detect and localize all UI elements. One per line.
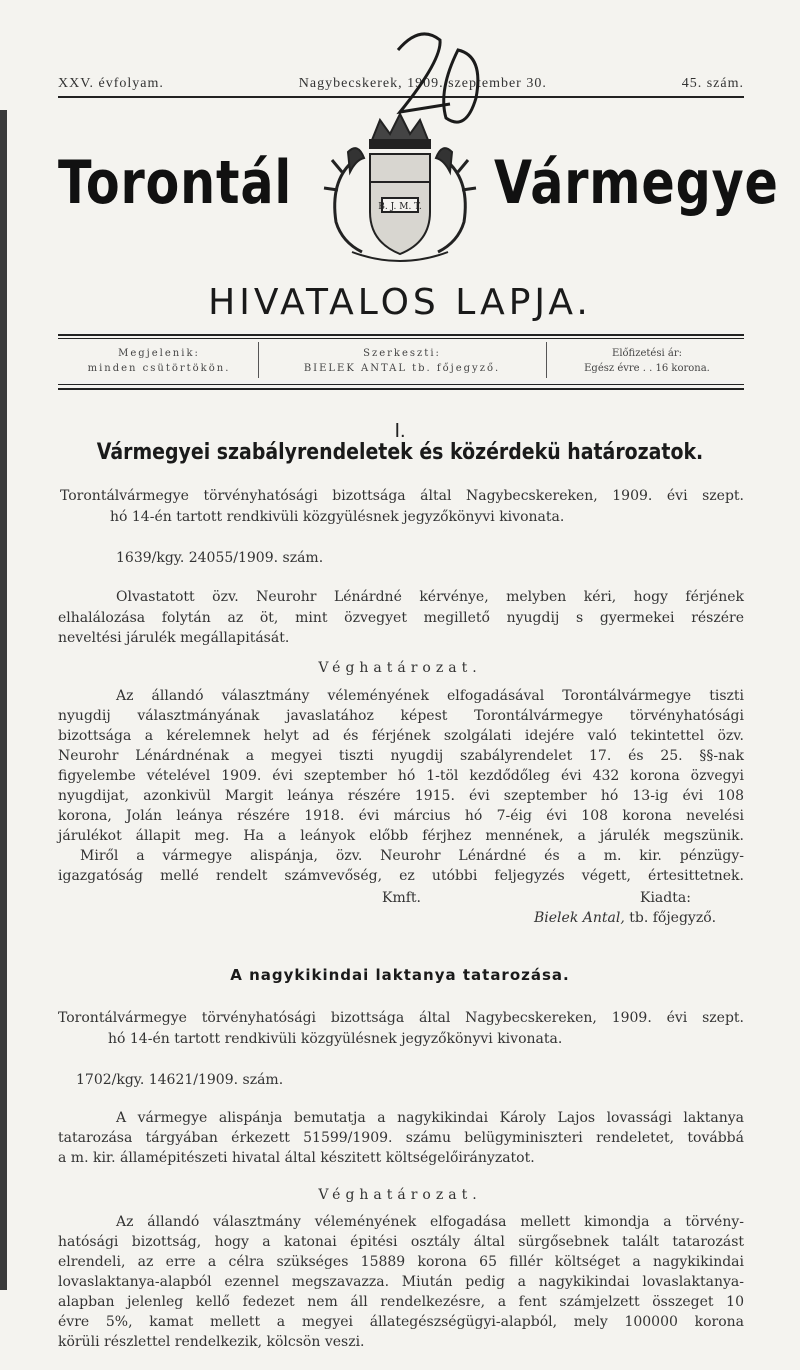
- price-label: Előfizetési ár:: [612, 348, 682, 359]
- price-value: Egész évre . . 16 korona.: [584, 363, 710, 374]
- article2-intro-line: hó 14-én tartott rendkivüli közgyülésnek jegyzőkönyvi kivonata.: [108, 1031, 563, 1047]
- article1-decision-line: bizottsága a kérelemnek helyt ad és férjének szolgálati idejére való tekintettel özv.: [58, 728, 744, 744]
- info-appears: [64, 346, 254, 376]
- issue-number: 45. szám.: [681, 76, 744, 91]
- info-separator: [258, 342, 259, 378]
- article1-intro-line: hó 14-én tartott rendkivüli közgyülésnek jegyzőkönyvi kivonata.: [110, 509, 565, 525]
- signature-title: tb. főjegyző.: [629, 910, 717, 926]
- article1-decision-line: Neurohr Lénárdnénak a megyei tiszti nyugdij szabályrendelet 17. és 25. §§-nak: [58, 748, 744, 764]
- appears-label: Megjelenik:: [118, 348, 200, 359]
- article1-decision-heading: Véghatározat.: [318, 660, 482, 676]
- article2-body-line: a m. kir. államépitészeti hivatal által készitett költségelőirányzatot.: [58, 1150, 535, 1166]
- article1-body-line: Olvastatott özv. Neurohr Lénárdné kérvénye, melyben kéri, hogy férjének: [116, 589, 744, 605]
- title-varmegye: Vármegye: [494, 148, 779, 218]
- article1-decision-line: nyugdijat, azonkivül Margit leánya részére 1915. évi szeptember hó 13-ig évi 108: [58, 788, 744, 804]
- article1-decision-line: korona, Jolán leánya részére 1918. évi március hó 7-éig évi 108 korona nevelési: [58, 808, 744, 824]
- article1-decision-line: nyugdij választmányának javaslatához képest Torontálvármegye törvényhatósági: [58, 708, 744, 724]
- info-rule-bottom: [58, 388, 744, 390]
- kmft-mark: Kmft.: [382, 890, 421, 906]
- article2-decision-line: hatósági bizottság, hogy a katonai épitési osztály által sürgősebnek talált tatarozást: [58, 1234, 744, 1250]
- article2-decision-line: alapban jelenleg kellő fedezet nem áll rendelkezésre, a fent számjelzett összeget 10: [58, 1294, 744, 1310]
- place-date: Nagybecskerek, 1909. szeptember 30.: [298, 76, 547, 91]
- info-editor: [262, 346, 542, 376]
- info-rule-top-thin: [58, 338, 744, 339]
- article2-decision-line: évre 5%, kamat mellett a megyei állategészségügyi-alapból, mely 100000 korona: [58, 1314, 744, 1330]
- article1-decision-line: figyelembe vételével 1909. évi szeptember hó 1-töl kezdődőleg évi 432 korona özvegyi: [58, 768, 744, 784]
- article1-decision-line: Miről a vármegye alispánja, özv. Neurohr Lénárdné és a m. kir. pénzügy-: [80, 848, 744, 864]
- article2-reference: 1702/kgy. 14621/1909. szám.: [76, 1072, 284, 1088]
- crest-initials: B. J. M. T.: [378, 202, 422, 212]
- article2-decision-line: körüli részlettel rendelkezik, kölcsön veszi.: [58, 1334, 365, 1350]
- title-torontal: Torontál: [58, 148, 293, 218]
- section-title: Vármegyei szabályrendeletek és közérdekü határozatok.: [96, 440, 704, 465]
- editor-label: Szerkeszti:: [363, 348, 441, 359]
- appears-value: minden csütörtökön.: [87, 363, 231, 374]
- section-number: I.: [394, 420, 406, 442]
- issued-by-label: Kiadta:: [640, 890, 691, 906]
- article1-decision-line: igazgatóság mellé rendelt számvevőség, ez utóbbi feljegyzés végett, értesittetnek.: [58, 868, 744, 884]
- info-separator: [546, 342, 547, 378]
- article1-body-line: elhalálozása folytán az öt, mint özvegyet megillető nyugdij s gyermekei részére: [58, 610, 744, 626]
- article2-body-line: A vármegye alispánja bemutatja a nagykikindai Károly Lajos lovassági laktanya: [116, 1110, 744, 1126]
- article2-decision-line: lovaslaktanya-alapból ezennel megszavazza. Miután pedig a nagykikindai lovaslaktanya-: [58, 1274, 744, 1290]
- article2-body-line: tatarozása tárgyában érkezett 51599/1909. számu belügyminiszteri rendeletet, továbbá: [58, 1130, 744, 1146]
- info-rule-top: [58, 334, 744, 336]
- article2-decision-line: elrendeli, az erre a célra szükséges 15889 korona 65 fillér költséget a nagykikindai: [58, 1254, 744, 1270]
- editor-value: BIELEK ANTAL tb. főjegyző.: [303, 363, 501, 374]
- article2-decision-line: Az állandó választmány véleményének elfogadása mellett kimondja a törvény-: [116, 1214, 744, 1230]
- article1-body-line: neveltési járulék megállapitását.: [58, 630, 290, 646]
- signature-name: Bielek Antal,: [534, 910, 625, 926]
- article2-decision-heading: Véghatározat.: [318, 1187, 482, 1203]
- subtitle: HIVATALOS LAPJA.: [208, 282, 592, 323]
- article1-intro-line: Torontálvármegye törvényhatósági bizottsága által Nagybecskereken, 1909. évi szept.: [60, 488, 744, 504]
- volume-label: XXV. évfolyam.: [58, 76, 164, 91]
- signature: [534, 908, 716, 928]
- handwritten-number-mark: [380, 20, 490, 140]
- article2-intro-line: Torontálvármegye törvényhatósági bizottsága által Nagybecskereken, 1909. évi szept.: [58, 1010, 744, 1026]
- article1-decision-line: járulékot állapit meg. Ha a leányok előbb férjhez mennének, a járulék megszünik.: [58, 828, 744, 844]
- article1-decision-line: Az állandó választmány véleményének elfogadásával Torontálvármegye tiszti: [116, 688, 744, 704]
- info-price: [550, 346, 744, 376]
- info-rule-bottom-thin: [58, 384, 744, 385]
- article2-title: A nagykikindai laktanya tatarozása.: [230, 966, 570, 984]
- article1-reference: 1639/kgy. 24055/1909. szám.: [116, 550, 324, 566]
